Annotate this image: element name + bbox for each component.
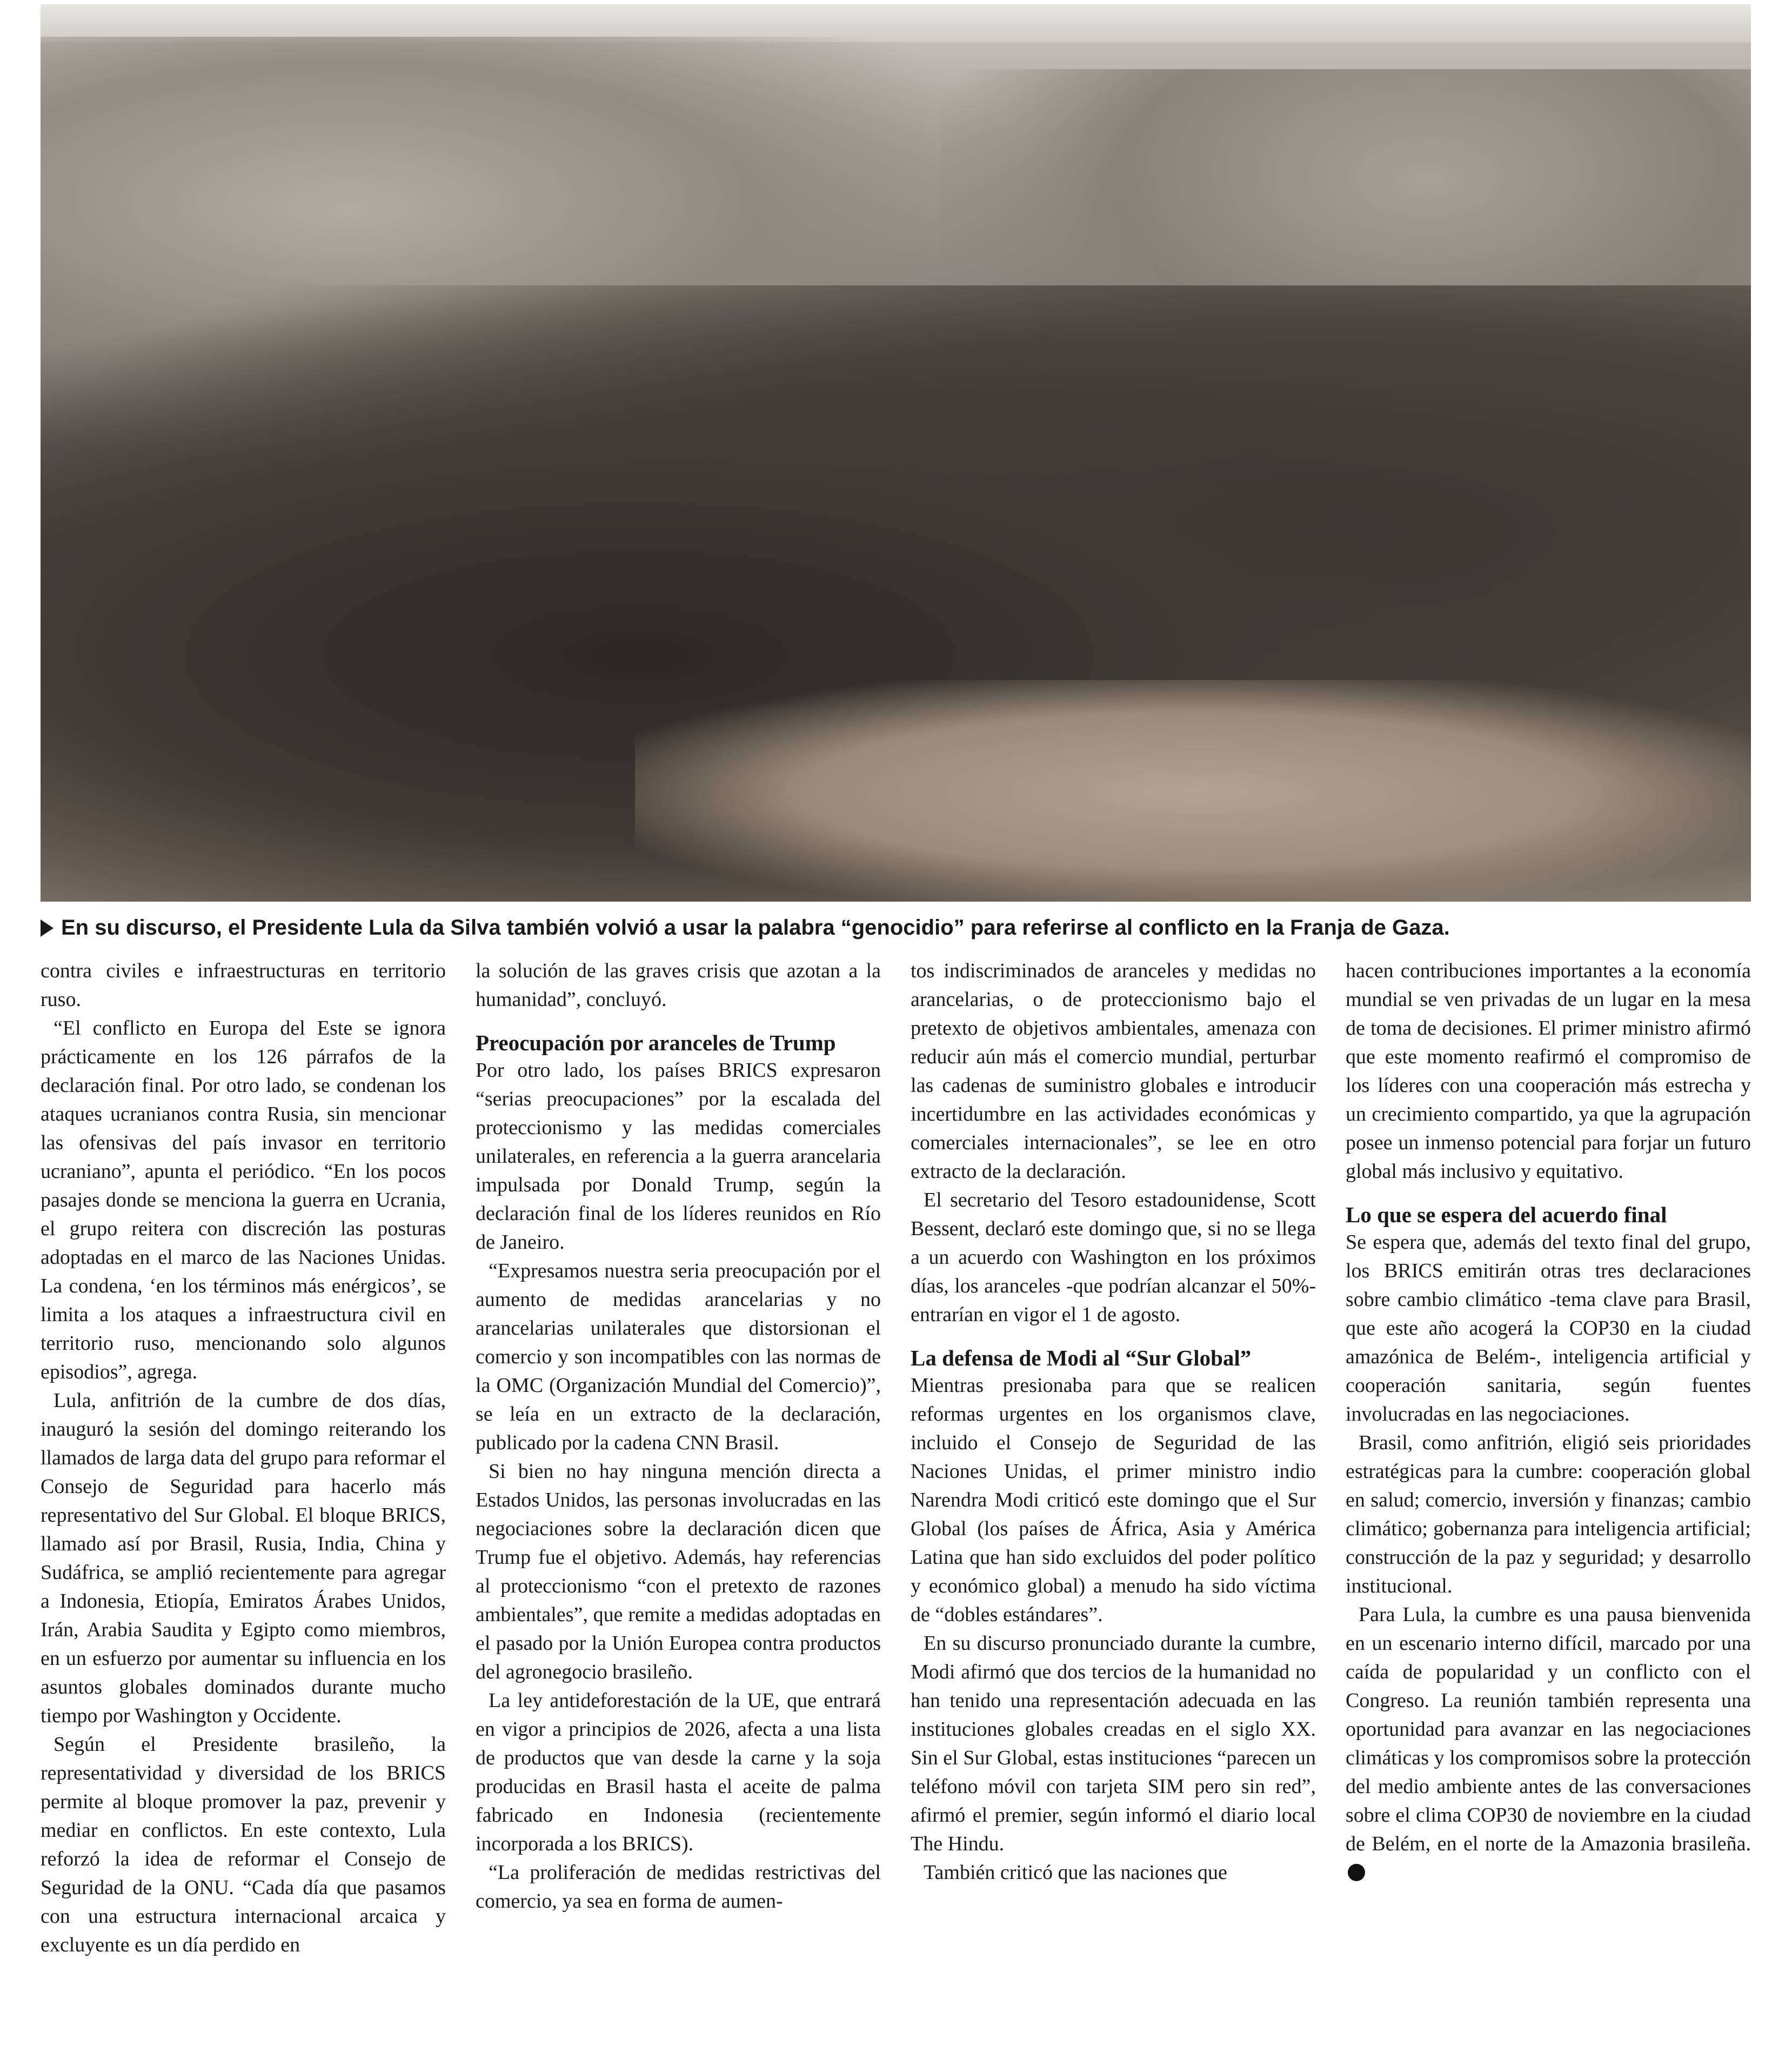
paragraph: También criticó que las naciones que [924,1861,1227,1884]
paragraph: “La proliferación de medidas restrictivas del comercio, ya sea en forma de aumen- [476,1861,881,1912]
paragraph: Se espera que, además del texto final del grupo, los BRICS emitirán otras tres declaraciones sobre cambio climático -tema clave para Brasil, que este año acogerá la COP30 en la ciudad amazónica de Belém-, inteligencia artificial y cooperación sanitaria, según fuentes involucradas en las negociaciones. [1346,1231,1751,1425]
subheading: Lo que se espera del acuerdo final [1346,1202,1667,1227]
paragraph: La ley antideforestación de la UE, que entrará en vigor a principios de 2026, afecta a una lista de productos que van desde la carne y la soja producidas en Brasil hasta el aceite de palma fabricado en Indonesia (recientemente incorporada a los BRICS). [476,1689,881,1855]
paragraph: tos indiscriminados de aranceles y medidas no arancelarias, o de proteccionismo bajo el pretexto de objetivos ambientales, amenaza con reducir aún más el comercio mundial, perturbar las cadenas de suministro globales e introducir incertidumbre en las actividades económicas y comerciales internacionales”, se lee en otro extracto de la declaración. [911,959,1316,1183]
caption-arrow-icon [41,919,54,937]
article-column-4 [1346,957,1751,2043]
photo-caption [41,914,1751,942]
paragraph [1346,1601,1751,1887]
paragraph: “El conflicto en Europa del Este se ignora prácticamente en los 126 párrafos de la declaración final. Por otro lado, se condenan los ataques ucranianos contra Rusia, sin mencionar las ofensivas del país invasor en territorio ucraniano”, apunta el periódico. “En los pocos pasajes donde se menciona la guerra en Ucrania, el grupo reitera con discreción las posturas adoptadas en el marco de las Naciones Unidas. La condena, ‘en los términos más enérgicos’, se limita a los ataques a infraestructura civil en territorio ruso, mencionando solo algunos episodios”, agrega. [41,1017,446,1383]
article-photo [41,4,1751,902]
paragraph: Mientras presionaba para que se realicen reformas urgentes en los organismos clave, incluido el Consejo de Seguridad de las Naciones Unidas, el primer ministro indio Narendra Modi criticó este domingo que el Sur Global (los países de África, Asia y América Latina que han sido excluidos del poder político y económico global) a menudo ha sido víctima de “dobles estándares”. [911,1374,1316,1626]
paragraph: En su discurso pronunciado durante la cumbre, Modi afirmó que dos tercios de la humanidad no han tenido una representación adecuada en las instituciones globales creadas en el siglo XX. Sin el Sur Global, estas instituciones “parecen un teléfono móvil con tarjeta SIM pero sin red”, afirmó el premier, según informó el diario local The Hindu. [911,1632,1316,1855]
paragraph: Por otro lado, los países BRICS expresaron “serias preocupaciones” por la escalada del proteccionismo y las medidas comerciales unilaterales, en referencia a la guerra arancelaria impulsada por Donald Trump, según la declaración final de los líderes reunidos en Río de Janeiro. [476,1059,881,1254]
paragraph: la solución de las graves crisis que azotan a la humanidad”, concluyó. [476,959,881,1011]
paragraph: Brasil, como anfitrión, eligió seis prioridades estratégicas para la cumbre: cooperación global en salud; comercio, inversión y finanzas; cambio climático; gobernanza para inteligencia artificial; construcción de la paz y seguridad; y desarrollo institucional. [1346,1431,1751,1597]
paragraph: Lula, anfitrión de la cumbre de dos días, inauguró la sesión del domingo reiterando los llamados de larga data del grupo para reformar el Consejo de Seguridad para hacerlo más representativo del Sur Global. El bloque BRICS, llamado así por Brasil, Rusia, India, China y Sudáfrica, se amplió recientemente para agregar a Indonesia, Etiopía, Emiratos Árabes Unidos, Irán, Arabia Saudita y Egipto como miembros, en un esfuerzo por aumentar su influencia en los asuntos globales dominados durante mucho tiempo por Washington y Occidente. [41,1389,446,1727]
paragraph: “Expresamos nuestra seria preocupación por el aumento de medidas arancelarias y no arancelarias unilaterales que distorsionan el comercio y son incompatibles con las normas de la OMC (Organización Mundial del Comercio)”, se leía en un extracto de la declaración, publicado por la cadena CNN Brasil. [476,1259,881,1454]
subheading: La defensa de Modi al “Sur Global” [911,1345,1252,1370]
subheading: Preocupación por aranceles de Trump [476,1030,836,1055]
paragraph-text: Para Lula, la cumbre es una pausa bienvenida en un escenario interno difícil, marcado por una caída de popularidad y un conflicto con el Congreso. La reunión también representa una oportunidad para avanzar en las negociaciones climáticas y los compromisos sobre la protección del medio ambiente antes de las conversaciones sobre el clima COP30 de noviembre en la ciudad de Belém, en el norte de la Amazonia brasileña. [1346,1603,1751,1855]
article-column-3 [911,957,1316,2043]
paragraph: Según el Presidente brasileño, la representatividad y diversidad de los BRICS permite al bloque promover la paz, prevenir y mediar en conflictos. En este contexto, Lula reforzó la idea de reformar el Consejo de Seguridad de la ONU. “Cada día que pasamos con una estructura internacional arcaica y excluyente es un día perdido en [41,1733,446,1956]
end-of-article-icon [1348,1864,1365,1881]
article-column-1 [41,957,446,2043]
paragraph: contra civiles e infraestructuras en territorio ruso. [41,959,446,1011]
paragraph: Si bien no hay ninguna mención directa a Estados Unidos, las personas involucradas en las negociaciones sobre la declaración dicen que Trump fue el objetivo. Además, hay referencias al proteccionismo “con el pretexto de razones ambientales”, que remite a medidas adoptadas en el pasado por la Unión Europea contra productos del agronegocio brasileño. [476,1460,881,1683]
caption-text: En su discurso, el Presidente Lula da Silva también volvió a usar la palabra “genocidio” para referirse al conflicto en la Franja de Gaza. [61,916,1450,939]
article-column-2 [476,957,881,2043]
paragraph: El secretario del Tesoro estadounidense, Scott Bessent, declaró este domingo que, si no se llega a un acuerdo con Washington en los próximos días, los aranceles -que podrían alcanzar el 50%- entrarían en vigor el 1 de agosto. [911,1189,1316,1326]
paragraph: hacen contribuciones importantes a la economía mundial se ven privadas de un lugar en la mesa de toma de decisiones. El primer ministro afirmó que este momento reafirmó el compromiso de los líderes con una cooperación más estrecha y un crecimiento compartido, ya que la agrupación posee un inmenso potencial para forjar un futuro global más inclusivo y equitativo. [1346,959,1751,1183]
photo-ground [635,680,1751,902]
